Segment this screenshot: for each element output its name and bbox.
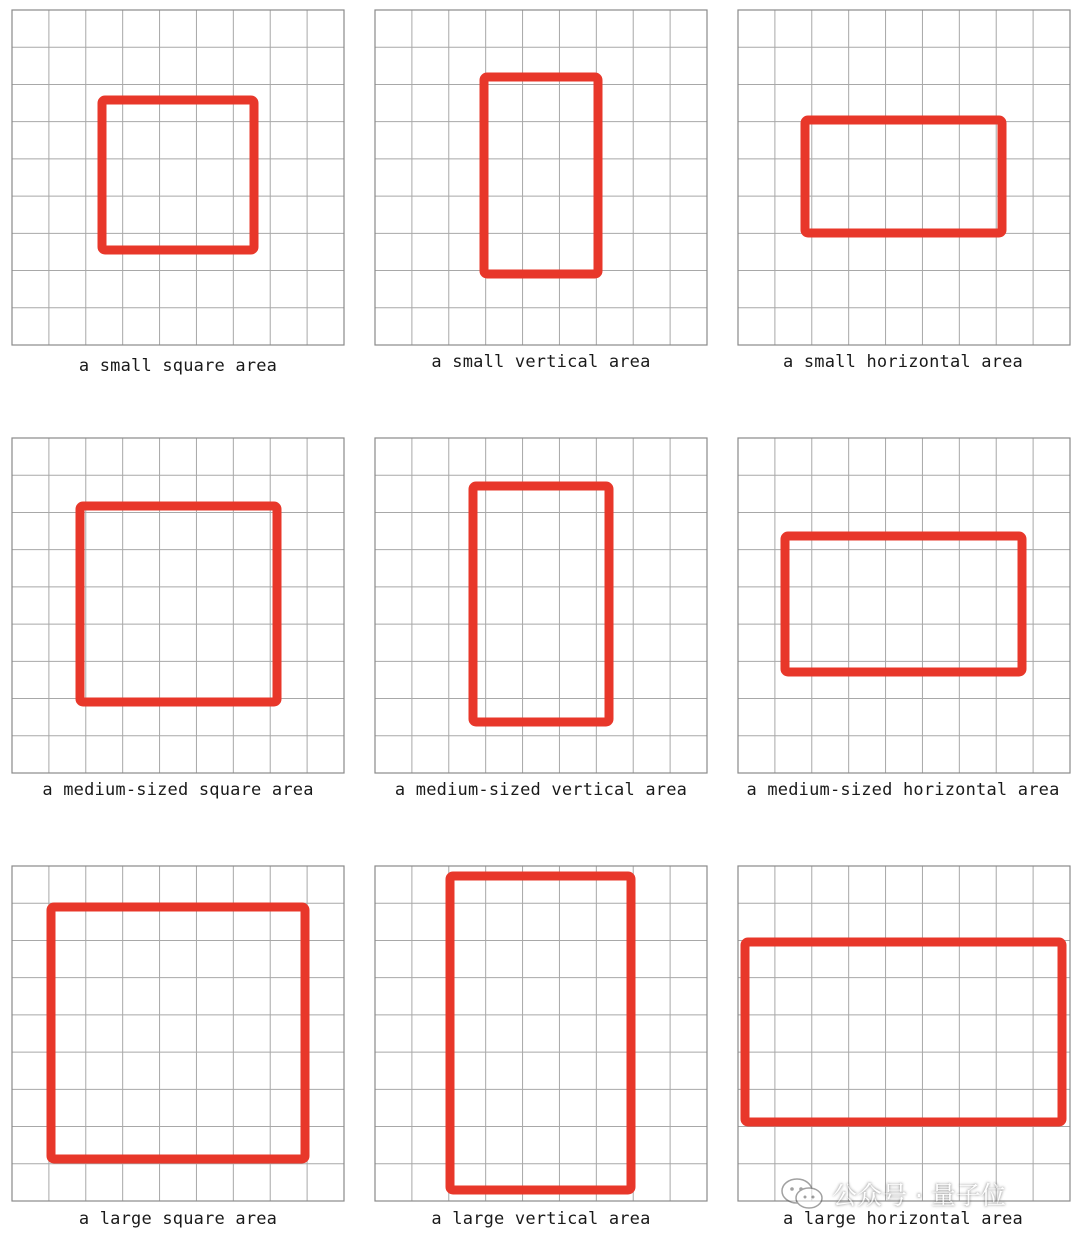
- red-box-3: [805, 120, 1002, 233]
- red-box-4: [80, 506, 277, 702]
- panel-caption-1: a small square area: [78, 356, 278, 376]
- grid-frame: [738, 866, 1070, 1201]
- grid-panel-7: [12, 866, 344, 1201]
- panel-caption-6: a medium-sized horizontal area: [746, 780, 1060, 800]
- grid-frame: [375, 10, 707, 345]
- grid-frame: [12, 866, 344, 1201]
- grid-panel-8: [375, 866, 707, 1201]
- panel-caption-8: a large vertical area: [431, 1209, 651, 1229]
- red-box-1: [102, 100, 254, 250]
- panel-caption-2: a small vertical area: [431, 352, 651, 372]
- red-box-2: [484, 77, 598, 274]
- grid-panel-2: [375, 10, 707, 345]
- red-box-8: [450, 876, 631, 1190]
- panel-caption-7: a large square area: [78, 1209, 278, 1229]
- grid-frame: [375, 866, 707, 1201]
- red-box-5: [473, 486, 609, 722]
- grid-panel-9: [738, 866, 1070, 1201]
- panel-caption-9: a large horizontal area: [782, 1209, 1023, 1229]
- wechat-icon: [780, 1177, 824, 1211]
- red-box-7: [51, 907, 305, 1159]
- grid-panel-4: [12, 438, 344, 773]
- red-box-6: [785, 536, 1022, 672]
- grid-panel-3: [738, 10, 1070, 345]
- grid-frame: [12, 438, 344, 773]
- grid-frame: [12, 10, 344, 345]
- watermark-text: 公众号 · 量子位: [832, 1181, 1006, 1210]
- red-box-9: [745, 942, 1062, 1122]
- grid-panel-1: [12, 10, 344, 345]
- panel-caption-3: a small horizontal area: [782, 352, 1023, 372]
- panel-caption-5: a medium-sized vertical area: [394, 780, 688, 800]
- panel-caption-4: a medium-sized square area: [42, 780, 314, 800]
- watermark: [780, 1176, 1006, 1212]
- grid-frame: [738, 10, 1070, 345]
